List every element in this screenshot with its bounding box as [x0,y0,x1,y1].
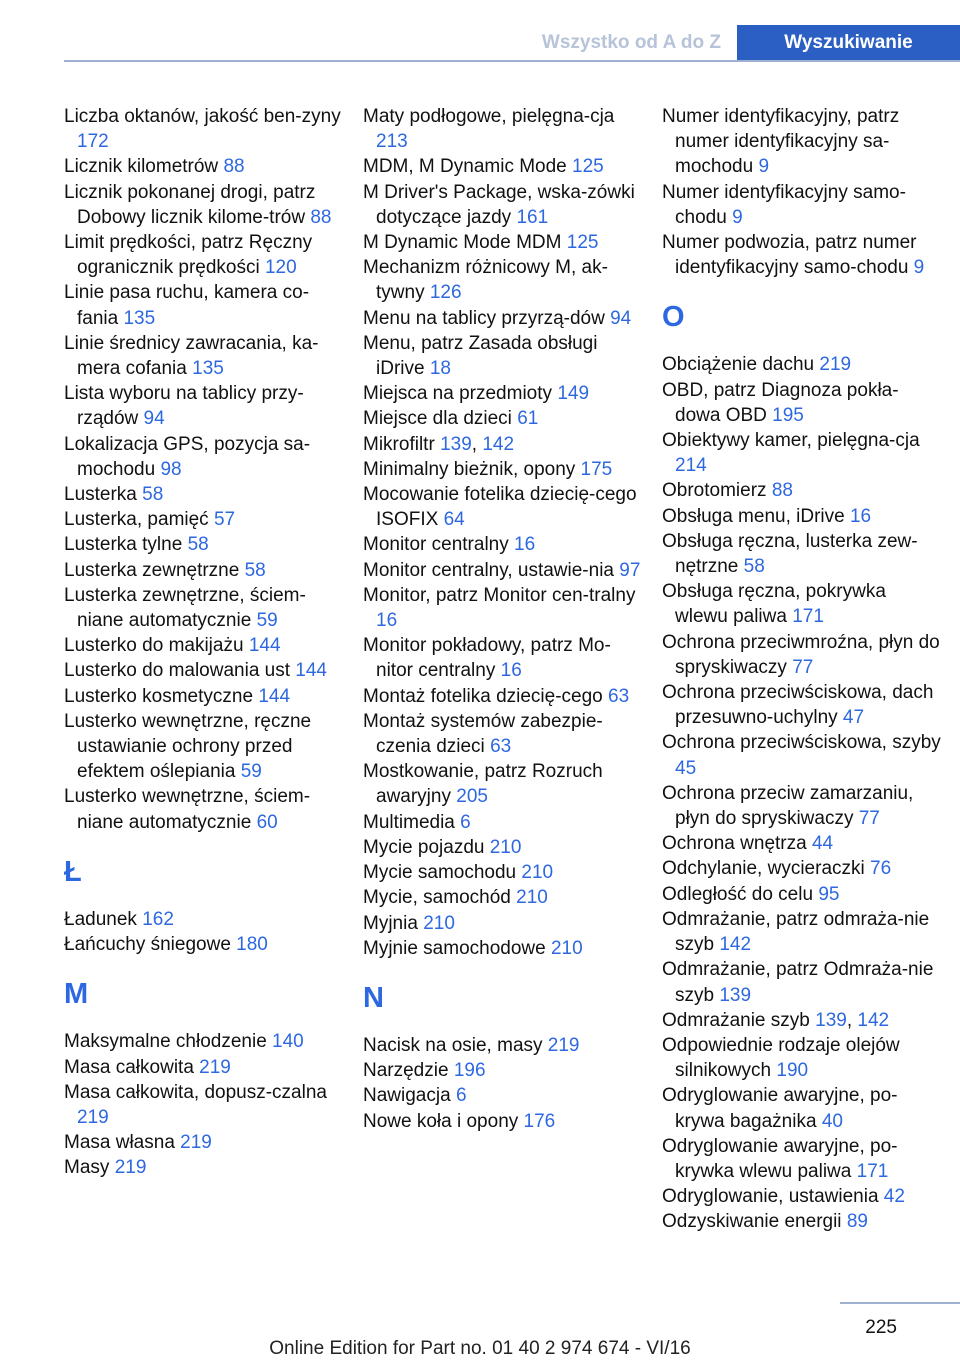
index-entry-text: Obsługa ręczna, pokrywka wlewu paliwa [662,581,886,628]
index-entry-text: Odmrażanie, patrz Odmraża-nie szyb [662,959,934,1006]
page-link[interactable]: 210 [489,836,522,858]
index-entry-text: Numer identyfikacyjny samo-chodu [662,181,906,228]
page-link[interactable]: 88 [310,206,332,228]
index-entry-text: Nacisk na osie, masy [363,1034,543,1056]
index-entry-text: MDM, M Dynamic Mode [363,156,567,178]
page-link[interactable]: 88 [223,156,245,178]
index-entry-text: Miejsce dla dzieci [363,408,512,430]
page-link[interactable]: 57 [213,509,236,531]
index-entry [662,1134,942,1184]
page-link[interactable]: 126 [429,282,462,304]
page-link[interactable]: 58 [142,484,164,506]
index-entry [662,104,942,180]
page-link[interactable]: 16 [500,660,522,682]
index-entry [64,633,344,658]
index-entry [363,331,643,381]
page-link[interactable]: 196 [453,1060,486,1082]
index-entry-text: M Driver's Package, wska-zówki dotyczące jazdy [363,181,635,228]
index-entry: Mikrofiltr 139, 142 [363,433,515,455]
index-entry-text: Lista wyboru na tablicy przy-rządów [64,383,304,430]
page-link[interactable]: 125 [566,232,599,254]
index-entry-text: Obrotomierz [662,480,767,502]
index-entry-text: Miejsca na przedmioty [363,383,553,405]
page-link[interactable]: 95 [818,883,840,905]
page-link[interactable]: 89 [846,1211,868,1233]
index-entry-text: Łańcuchy śniegowe [64,934,231,956]
index-entry-text: Montaż fotelika dziecię-cego [363,685,603,707]
index-entry-text: Numer podwozia, patrz numer identyfikacyjny samo-chodu [662,232,917,279]
index-entry-text: Ochrona przeciw zamarzaniu, płyn do spryskiwaczy [662,782,914,830]
index-entry [363,406,643,431]
index-entry [363,180,643,230]
page-link[interactable]: 140 [272,1031,304,1053]
index-entry-text: Odległość do celu [662,883,814,905]
page-link[interactable]: 64 [443,509,465,531]
index-entry [363,860,643,885]
index-entry [662,781,942,831]
index-entry-text: Licznik kilometrów [64,156,219,178]
page-link[interactable]: 214 [675,455,707,477]
page-link[interactable]: 76 [870,858,892,880]
index-entry-text: Lusterka zewnętrzne, ściem-niane automatycznie [64,584,306,632]
active-tab-search[interactable]: Wyszukiwanie [737,25,960,60]
page-link[interactable]: 172 [77,131,109,153]
index-entry-text: Ochrona przeciwściskowa, szyby [662,732,941,754]
page-link[interactable]: 171 [856,1160,889,1182]
index-entry [64,1130,344,1155]
index-entry [363,911,643,936]
page-link[interactable]: 144 [258,685,291,707]
page-link[interactable]: 63 [490,736,512,758]
page-link[interactable]: 63 [608,685,630,707]
page-link[interactable]: 139 [719,984,752,1006]
index-entry-text: Obiektywy kamer, pielęgna-cja [662,430,920,452]
index-entry [64,507,344,532]
index-entry [363,936,643,961]
index-entry: Odmrażanie szyb 139, 142 [662,1009,890,1031]
index-entry-text: Lusterka [64,484,137,506]
index-entry-text: Narzędzie [363,1060,449,1082]
page-link[interactable]: 135 [123,307,156,329]
index-entry-text: Licznik pokonanej drogi, patrz Dobowy licznik kilome-trów [64,181,316,228]
index-entry [662,856,942,881]
page-link[interactable]: 47 [842,707,865,729]
index-entry-text: Linie średnicy zawracania, ka-mera cofania [64,332,319,380]
index-entry-text: Mycie, samochód [363,887,511,909]
edition-footer: Online Edition for Part no. 01 40 2 974 674 - VI/16 [269,1338,691,1359]
index-entry [662,478,942,503]
page-link[interactable]: 219 [199,1056,231,1078]
index-entry [64,432,344,482]
page-link[interactable]: 60 [256,811,278,833]
index-entry [64,280,344,330]
index-entry-text: Multimedia [363,811,455,833]
index-entry [64,684,344,709]
index-entry-text: Obsługa menu, iDrive [662,505,845,527]
index-entry [662,831,942,856]
index-entry [363,154,643,179]
index-entry-text: Odryglowanie awaryjne, po-krywka wlewu paliwa [662,1135,898,1182]
page-link[interactable]: 42 [883,1186,905,1208]
index-entry [662,1184,942,1209]
index-entry-text: OBD, patrz Diagnoza pokła-dowa OBD [662,379,899,426]
index-entry-text: Odchylanie, wycieraczki [662,858,865,880]
index-entry-text: Mocowanie fotelika dziecię-cego ISOFIX [363,484,637,531]
index-entry-text: Myjnia [363,912,418,934]
index-entry [64,1155,344,1180]
page-link[interactable]: 88 [771,480,793,502]
index-entry-text: Lusterka, pamięć [64,509,209,531]
page-link[interactable]: 139 [440,433,472,455]
index-entry [64,558,344,583]
index-letter-heading: Ł [64,855,82,888]
index-entry-text: Ochrona przeciwmroźna, płyn do spryskiwaczy [662,631,940,678]
index-entry [662,378,942,428]
index-entry [363,306,643,331]
page-link[interactable]: 219 [114,1157,147,1179]
index-entry-text: Odmrażanie, patrz odmraża-nie szyb [662,908,930,956]
page-link[interactable]: 94 [143,408,165,430]
index-entry [64,1055,344,1080]
index-entry-text: Obciążenie dachu [662,354,815,376]
index-entry [363,1083,643,1108]
index-entry [363,482,643,532]
index-entry-text: Obsługa ręczna, lusterka zew-nętrzne [662,530,918,578]
index-entry-text: Lusterko kosmetyczne [64,685,254,707]
index-entry [363,885,643,910]
page-link[interactable]: 135 [192,358,224,380]
page-link[interactable]: 97 [619,559,641,581]
index-letter-heading: O [662,301,685,334]
page-link[interactable]: 219 [819,354,852,376]
index-entry [363,558,643,583]
index-entry-text: Masa całkowita, dopusz-czalna [64,1081,327,1103]
index-entry [64,583,344,633]
page-link[interactable]: 213 [376,131,408,153]
index-column-2 [363,104,643,1134]
page-link[interactable]: 9 [913,257,925,279]
index-entry-text: Monitor, patrz Monitor cen-tralny [363,584,636,606]
page-link[interactable]: 6 [455,1085,467,1107]
footer-divider [840,1302,960,1304]
index-entry-text: Nowe koła i opony [363,1110,519,1132]
index-entry-text: Ochrona przeciwściskowa, dach przesuwno-uchylny [662,682,934,729]
index-entry-text: Odryglowanie awaryjne, po-krywa bagażnika [662,1085,898,1132]
index-entry-text: Mycie samochodu [363,862,517,884]
index-entry [363,633,643,683]
page-link[interactable]: 195 [772,404,804,426]
page-link[interactable]: 149 [557,383,590,405]
index-entry [662,428,942,478]
index-entry [363,1109,643,1134]
page-link[interactable]: 61 [517,408,539,430]
index-entry-text: Odryglowanie, ustawienia [662,1186,879,1208]
index-entry-text: Mechanizm różnicowy M, ak-tywny [363,257,608,304]
index-entry [64,932,344,957]
index-letter-heading: M [64,978,89,1011]
index-entry [662,680,942,730]
index-entry-text: Maty podłogowe, pielęgna-cja [363,106,615,127]
section-title[interactable]: Wszystko od A do Z [541,32,721,53]
page-link[interactable]: 59 [256,610,278,632]
index-entry [662,1033,942,1083]
index-entry-text: Myjnie samochodowe [363,937,546,959]
index-entry [363,684,643,709]
index-entry-text: Masa własna [64,1132,175,1154]
page-link[interactable]: 142 [719,934,752,956]
page-header [0,0,960,64]
page-link[interactable]: 144 [248,635,281,657]
page-link[interactable]: 120 [264,257,297,279]
page-link[interactable]: 142 [857,1009,890,1031]
page-link[interactable]: 176 [523,1110,556,1132]
page-link[interactable]: 161 [516,206,549,228]
index-entry [662,1083,942,1133]
index-entry-text: M Dynamic Mode MDM [363,232,562,254]
index-entry-text: Odpowiednie rodzaje olejów silnikowych [662,1034,900,1082]
page-link[interactable]: 98 [160,458,182,480]
index-entry-text: Monitor pokładowy, patrz Mo-nitor centralny [363,635,611,682]
page-link[interactable]: 175 [580,458,613,480]
page-link[interactable]: 44 [811,833,834,855]
page-link[interactable]: 59 [240,761,262,783]
index-entry-text: Menu na tablicy przyrzą-dów [363,307,605,329]
index-entry [662,579,942,629]
page-link[interactable]: 190 [776,1060,809,1082]
index-entry-text: Maksymalne chłodzenie [64,1031,267,1053]
index-entry-text: Lusterko wewnętrzne, ściem-niane automatycznie [64,786,311,833]
index-entry-text: Odzyskiwanie energii [662,1211,842,1233]
index-entry [363,532,643,557]
index-entry [662,630,942,680]
index-entry [363,255,643,305]
page-link[interactable]: 219 [77,1106,109,1128]
index-entry-text: Ochrona wnętrza [662,833,807,855]
page-link[interactable]: 6 [460,811,471,833]
index-entry [363,709,643,759]
page-link[interactable]: 210 [423,912,455,934]
page-link[interactable]: 40 [821,1110,843,1132]
index-entry-text: Montaż systemów zabezpie-czenia dzieci [363,710,603,758]
page-link[interactable]: 16 [849,505,872,527]
index-entry [64,784,344,834]
index-entry [363,583,643,633]
index-entry [64,907,344,932]
page-link[interactable]: 144 [295,660,327,682]
index-entry-text: Mikrofiltr [363,433,435,455]
index-entry [363,835,643,860]
index-entry-text: Ładunek [64,908,137,930]
index-entry-text: Lusterko wewnętrzne, ręczne ustawianie ochrony przed efektem oślepiania [64,710,312,783]
index-column-1 [64,104,344,1181]
page-link[interactable]: 16 [514,534,536,556]
page-link[interactable]: 210 [521,862,554,884]
index-entry-text: Nawigacja [363,1085,451,1107]
page-link[interactable]: 45 [675,757,697,779]
index-entry [64,381,344,431]
index-entry-text: Monitor centralny [363,534,509,556]
page-number: 225 [865,1317,897,1338]
page-link[interactable]: 171 [792,606,824,628]
index-entry-text: Lusterka zewnętrzne [64,559,240,581]
page-link[interactable]: 77 [792,656,814,678]
page-link[interactable]: 219 [180,1132,212,1154]
index-entry-text: Numer identyfikacyjny, patrz numer identyfikacyjny sa-mochodu [662,106,900,178]
page-link[interactable]: 139 [815,1009,847,1031]
page-link[interactable]: 58 [187,534,209,556]
index-entry [64,331,344,381]
page-link[interactable]: 210 [516,887,548,909]
page-link[interactable]: 219 [547,1034,580,1056]
index-entry-text: Limit prędkości, patrz Ręczny ogranicznik prędkości [64,232,313,279]
page-link[interactable]: 77 [858,808,880,830]
index-entry-text: Liczba oktanów, jakość ben-zyny [64,106,341,127]
index-entry [363,230,643,255]
index-entry [662,957,942,1007]
index-entry [64,709,344,785]
page-link[interactable]: 58 [743,556,765,578]
index-entry [363,759,643,809]
index-entry [662,907,942,957]
index-entry [363,810,643,835]
page-link[interactable]: 58 [244,559,266,581]
index-entry [64,230,344,280]
index-entry [363,381,643,406]
index-entry [363,457,643,482]
index-entry [662,230,942,280]
index-entry-text: Lokalizacja GPS, pozycja sa-mochodu [64,433,311,480]
index-entry-text: Lusterko do malowania ust [64,660,291,682]
index-letter-heading: N [363,981,384,1014]
page-link[interactable]: 125 [572,156,604,178]
page-link[interactable]: 142 [482,433,515,455]
index-entry [64,1080,344,1130]
index-entry [363,1058,643,1083]
index-entry [64,104,344,154]
index-entry [64,532,344,557]
index-entry [662,504,942,529]
index-entry [64,658,344,683]
index-entry-text: Monitor centralny, ustawie-nia [363,559,614,581]
page-link[interactable]: 162 [142,908,174,930]
page-link[interactable]: 9 [732,206,743,228]
index-entry-text: Lusterka tylne [64,534,183,556]
index-entry [363,1033,643,1058]
page-link[interactable]: 18 [429,358,451,380]
index-entry-text: Lusterko do makijażu [64,635,244,657]
index-entry-text: Menu, patrz Zasada obsługi iDrive [363,332,598,380]
index-entry [662,352,942,377]
index-column-3 [662,104,942,1235]
index-entry-text: Linie pasa ruchu, kamera co-fania [64,282,310,329]
page-link[interactable]: 210 [550,937,583,959]
index-entry [662,180,942,230]
page-link[interactable]: 94 [610,307,632,329]
index-entry-text: Mostkowanie, patrz Rozruch awaryjny [363,761,603,808]
index-entry-text: Mycie pojazdu [363,836,485,858]
index-entry-text: Masy [64,1157,110,1179]
index-entry [64,180,344,230]
page-link[interactable]: 205 [456,786,488,808]
index-entry [64,154,344,179]
index-entry [662,1209,942,1234]
index-entry [662,730,942,780]
index-entry-text: Masa całkowita [64,1056,194,1078]
index-entry-text: Minimalny bieżnik, opony [363,458,576,480]
index-entry [64,1029,344,1054]
index-entry [662,529,942,579]
index-entry-text: Odmrażanie szyb [662,1009,810,1031]
index-entry [363,104,643,154]
page-link[interactable]: 9 [758,156,770,178]
index-entry [662,882,942,907]
header-divider [64,60,960,62]
index-entry [64,482,344,507]
page-link[interactable]: 180 [236,934,268,956]
page-link[interactable]: 16 [376,610,398,632]
